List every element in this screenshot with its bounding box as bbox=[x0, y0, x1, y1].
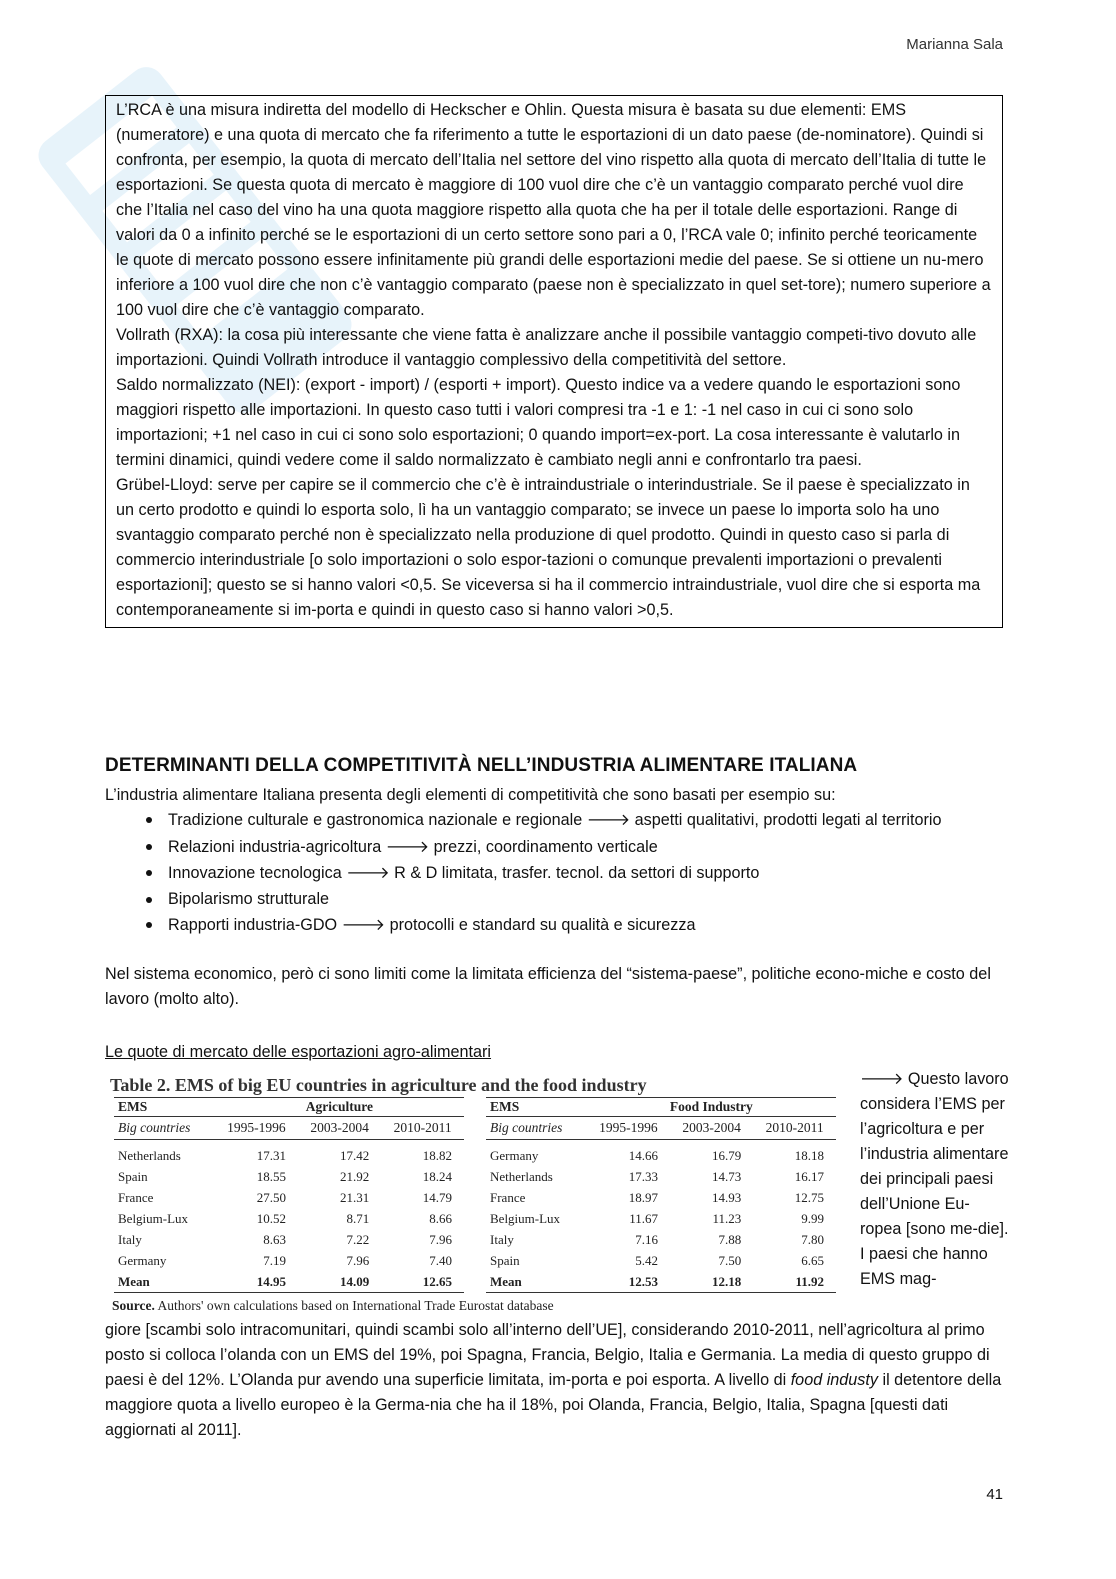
table-header: EMS bbox=[486, 1098, 587, 1117]
table-header: Food Industry bbox=[587, 1098, 836, 1117]
table-header: Big countries bbox=[486, 1117, 587, 1140]
table-row: Spain 5.42 7.50 6.65 bbox=[490, 1252, 824, 1268]
arrow-right-icon: 🡒 bbox=[346, 863, 390, 883]
agriculture-table bbox=[114, 1097, 464, 1293]
table-row: Spain 18.55 21.92 18.24 bbox=[118, 1168, 452, 1184]
table-header: 2010-2011 bbox=[381, 1117, 464, 1140]
section-intro: L’industria alimentare Italiana presenta degli elementi di competitività che sono basati per esempio su: bbox=[105, 786, 836, 804]
section-title: DETERMINANTI DELLA COMPETITIVITÀ NELL’INDUSTRIA ALIMENTARE ITALIANA bbox=[105, 755, 858, 776]
table-header: 2003-2004 bbox=[670, 1117, 753, 1140]
section-outro: Nel sistema economico, però ci sono limiti come la limitata efficienza del “sistema-paese”, politiche econo-miche e costo del lavoro (molto alto). bbox=[105, 965, 991, 1008]
box-paragraph-nei: Saldo normalizzato (NEI): (export - import) / (esporti + import). Questo indice va a vedere quando le esportazioni sono maggiori rispetto alle importazioni. In questo caso tutti i valori compresi tra -1 e 1: -1 nel caso in cui ci sono solo importazioni; +1 nel caso in cui ci sono solo esportazioni; 0 quando import=ex-port. La cosa interessante è valutarlo in termini dinamici, quindi vedere come il saldo normalizzato è cambiato negli anni e confrontarlo tra paesi. bbox=[116, 376, 961, 469]
table-row: Germany 7.19 7.96 7.40 bbox=[118, 1252, 452, 1268]
table-row: France 18.97 14.93 12.75 bbox=[490, 1189, 824, 1205]
table-header: Big countries bbox=[114, 1117, 215, 1140]
table-row: Italy 8.63 7.22 7.96 bbox=[118, 1231, 452, 1247]
side-text: 🡒 Questo lavoro considera l’EMS per l’agricoltura e per l’industria alimentare dei principali paesi dell’Unione Eu-ropea [sono me-die]. I paesi che hanno EMS mag- bbox=[860, 1070, 1009, 1288]
table-header: 2010-2011 bbox=[753, 1117, 836, 1140]
list-item: Relazioni industria-agricoltura 🡒 prezzi, coordinamento verticale bbox=[140, 834, 990, 861]
arrow-right-icon: 🡒 bbox=[586, 810, 631, 829]
table-header: 1995-1996 bbox=[587, 1117, 670, 1140]
table-row: Netherlands 17.31 17.42 18.82 bbox=[118, 1147, 452, 1163]
list-item: Tradizione culturale e gastronomica nazionale e regionale 🡒 aspetti qualitativi, prodotti legati al territorio bbox=[140, 807, 990, 834]
table-header: 1995-1996 bbox=[215, 1117, 298, 1140]
header-author: Marianna Sala bbox=[906, 36, 1003, 53]
table-row: Belgium-Lux 11.67 11.23 9.99 bbox=[490, 1210, 824, 1226]
table-header: EMS bbox=[114, 1098, 215, 1117]
food-industry-table bbox=[486, 1097, 836, 1293]
determinants-list bbox=[140, 807, 990, 939]
list-item: Bipolarismo strutturale bbox=[140, 887, 990, 913]
table-header: Agriculture bbox=[215, 1098, 464, 1117]
bottom-text: giore [scambi solo intracomunitari, quindi scambi solo all’interno dell’UE], considerando 2010-2011, nell’agricoltura al primo posto si colloca l’olanda con un EMS del 19%, poi Spagna, Francia, Belgio, Italia e Germania. La media di questo gruppo di paesi è del 12%. L’Olanda pur avendo una superficie limitata, im-porta e poi esporta. A livello di food industy il detentore della maggiore quota a livello europeo è la Germa-nia che ha il 18%, poi Olanda, Francia, Belgio, Italia, Spagna [questi dati aggiornati al 2011]. bbox=[105, 1321, 1002, 1439]
table-row: Germany 14.66 16.79 18.18 bbox=[490, 1147, 824, 1163]
page-number: 41 bbox=[986, 1486, 1003, 1503]
table-row: Italy 7.16 7.88 7.80 bbox=[490, 1231, 824, 1247]
table-caption: Table 2. EMS of big EU countries in agriculture and the food industry bbox=[110, 1075, 647, 1095]
table-header: 2003-2004 bbox=[298, 1117, 381, 1140]
list-item: Innovazione tecnologica 🡒 R & D limitata, trasfer. tecnol. da settori di supporto bbox=[140, 860, 990, 887]
table-row: Netherlands 17.33 14.73 16.17 bbox=[490, 1168, 824, 1184]
table-row: France 27.50 21.31 14.79 bbox=[118, 1189, 452, 1205]
box-paragraph-vollrath: Vollrath (RXA): la cosa più interessante che viene fatta è analizzare anche il possibile vantaggio competi-tivo dovuto alle importazioni. Quindi Vollrath introduce il vantaggio complessivo della competitività del settore. bbox=[116, 326, 977, 369]
definitions-box bbox=[105, 95, 1003, 628]
table-row-mean: Mean 14.95 14.09 12.65 bbox=[114, 1271, 464, 1293]
list-item: Rapporti industria-GDO 🡒 protocolli e standard su qualità e sicurezza bbox=[140, 912, 990, 939]
table-row-mean: Mean 12.53 12.18 11.92 bbox=[486, 1271, 836, 1293]
box-paragraph-rca: L’RCA è una misura indiretta del modello di Heckscher e Ohlin. Questa misura è basata su due elementi: EMS (numeratore) e una quota di mercato che fa riferimento a tutte le esportazioni di un dato paese (de-nominatore). Quindi si confronta, per esempio, la quota di mercato dell’Italia nel settore del vino rispetto alla quota di mercato dell’Italia di tutte le esportazioni. Se questa quota di mercato è maggiore di 100 vuol dire che c’è un vantaggio comparato perché vuol dire che l’Italia nel caso del vino ha una quota maggiore rispetto alla quota che ha per il totale delle esportazioni. Range di valori da 0 a infinito perché se le esportazioni di un certo settore sono pari a 0, l’RCA vale 0; infinito perché teoricamente le quote di mercato possono essere infinitamente più grandi delle esportazioni medie del paese. Se si ottiene un nu-mero inferiore a 100 vuol dire che non c’è vantaggio comparato (paese non è specializzato in quel set-tore); numero superiore a 100 vuol dire che c’è vantaggio comparato. bbox=[116, 101, 991, 319]
box-paragraph-grubel-lloyd: Grübel-Lloyd: serve per capire se il commercio che c’è è intraindustriale o interindustriale. Se il paese è specializzato in un certo prodotto e quindi lo esporta solo, lì ha un vantaggio comparato; se invece un paese lo importa solo ha uno svantaggio comparato perché non è specializzato nella produzione di quel prodotto. Quindi in questo caso si parla di commercio interindustriale [o solo importazioni o solo espor-tazioni o comunque prevalenti importazioni o prevalenti esportazioni]; questo se si hanno valori <0,5. Se viceversa si ha il commercio intraindustriale, vuol dire che si esporta ma contemporaneamente si im-porta e quindi in questo caso si hanno valori >0,5. bbox=[116, 476, 981, 619]
arrow-right-icon: 🡒 bbox=[341, 915, 386, 935]
arrow-right-icon: 🡒 bbox=[385, 836, 430, 856]
table-source: Source. Authors' own calculations based on International Trade Eurostat database bbox=[112, 1298, 554, 1313]
ems-table-figure bbox=[108, 1073, 838, 1318]
subsection-title: Le quote di mercato delle esportazioni agro-alimentari bbox=[105, 1043, 492, 1061]
table-row: Belgium-Lux 10.52 8.71 8.66 bbox=[118, 1210, 452, 1226]
